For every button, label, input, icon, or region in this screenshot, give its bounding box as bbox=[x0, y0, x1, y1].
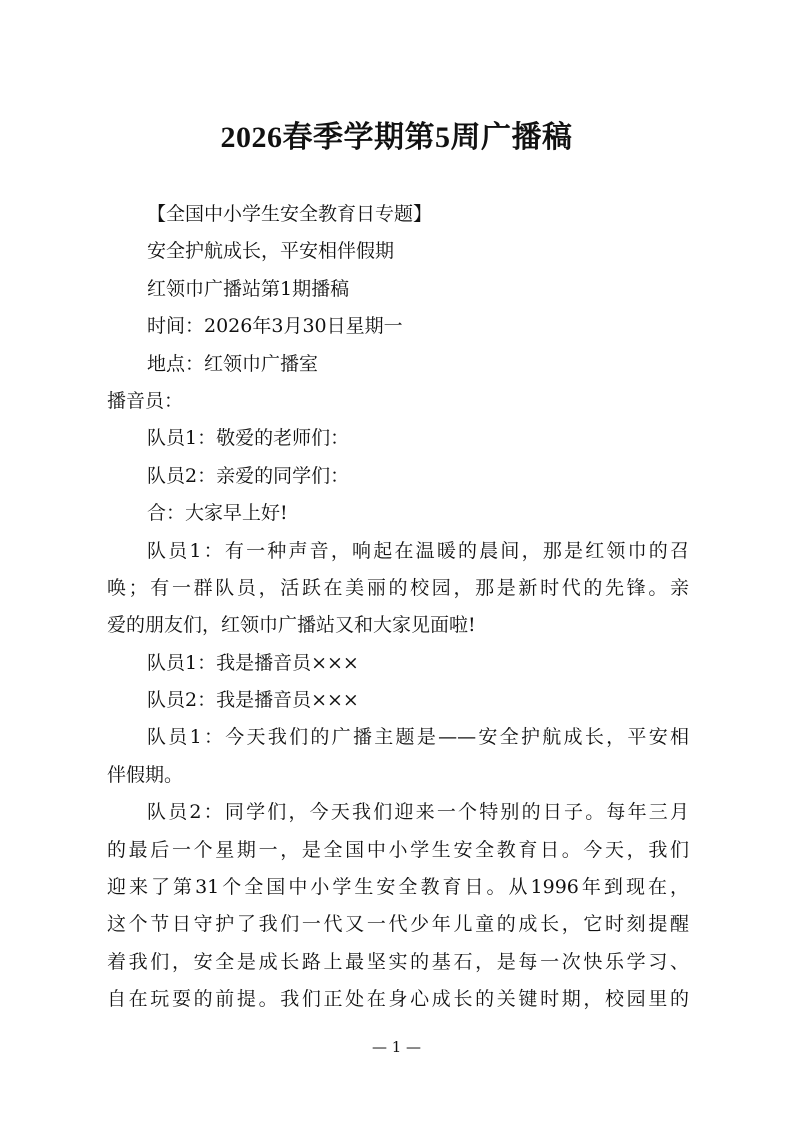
document-body bbox=[107, 196, 689, 1019]
text-line: 队员1：今天我们的广播主题是——安全护航成长，平安相 bbox=[147, 726, 689, 749]
text-line: 自在玩耍的前提。我们正处在身心成长的关键时期，校园里的 bbox=[107, 988, 689, 1011]
text-line: 伴假期。 bbox=[107, 763, 184, 786]
text-line: 【全国中小学生安全教育日专题】 bbox=[147, 203, 433, 225]
text-line: 队员2：同学们，今天我们迎来一个特别的日子。每年三月 bbox=[147, 801, 689, 824]
text-line: 红领巾广播站第1期播稿 bbox=[147, 277, 350, 300]
text-line: 队员1：有一种声音，响起在温暖的晨间，那是红领巾的召 bbox=[147, 539, 689, 562]
document-title: 2026春季学期第5周广播稿 bbox=[220, 121, 573, 154]
text-line: 播音员： bbox=[107, 389, 184, 412]
text-line: 安全护航成长，平安相伴假期 bbox=[147, 240, 395, 263]
text-line: 这个节日守护了我们一代又一代少年儿童的成长，它时刻提醒 bbox=[107, 913, 689, 936]
text-line: 队员2：我是播音员××× bbox=[147, 689, 359, 712]
text-line: 唤；有一群队员，活跃在美丽的校园，那是新时代的先锋。亲 bbox=[107, 576, 689, 599]
text-line: 合：大家早上好! bbox=[147, 502, 288, 525]
text-line: 队员2：亲爱的同学们： bbox=[147, 464, 350, 487]
page-number: — 1 — bbox=[371, 1038, 422, 1056]
text-line: 队员1：敬爱的老师们： bbox=[147, 427, 350, 450]
text-line: 爱的朋友们，红领巾广播站又和大家见面啦! bbox=[107, 614, 476, 637]
text-line: 时间：2026年3月30日星期一 bbox=[147, 315, 403, 338]
text-line: 着我们，安全是成长路上最坚实的基石，是每一次快乐学习、 bbox=[107, 950, 689, 973]
text-line: 队员1：我是播音员××× bbox=[147, 651, 359, 674]
text-line: 迎来了第31个全国中小学生安全教育日。从1996年到现在， bbox=[107, 876, 689, 899]
text-line: 地点：红领巾广播室 bbox=[147, 352, 319, 375]
text-line: 的最后一个星期一，是全国中小学生安全教育日。今天，我们 bbox=[107, 838, 689, 861]
